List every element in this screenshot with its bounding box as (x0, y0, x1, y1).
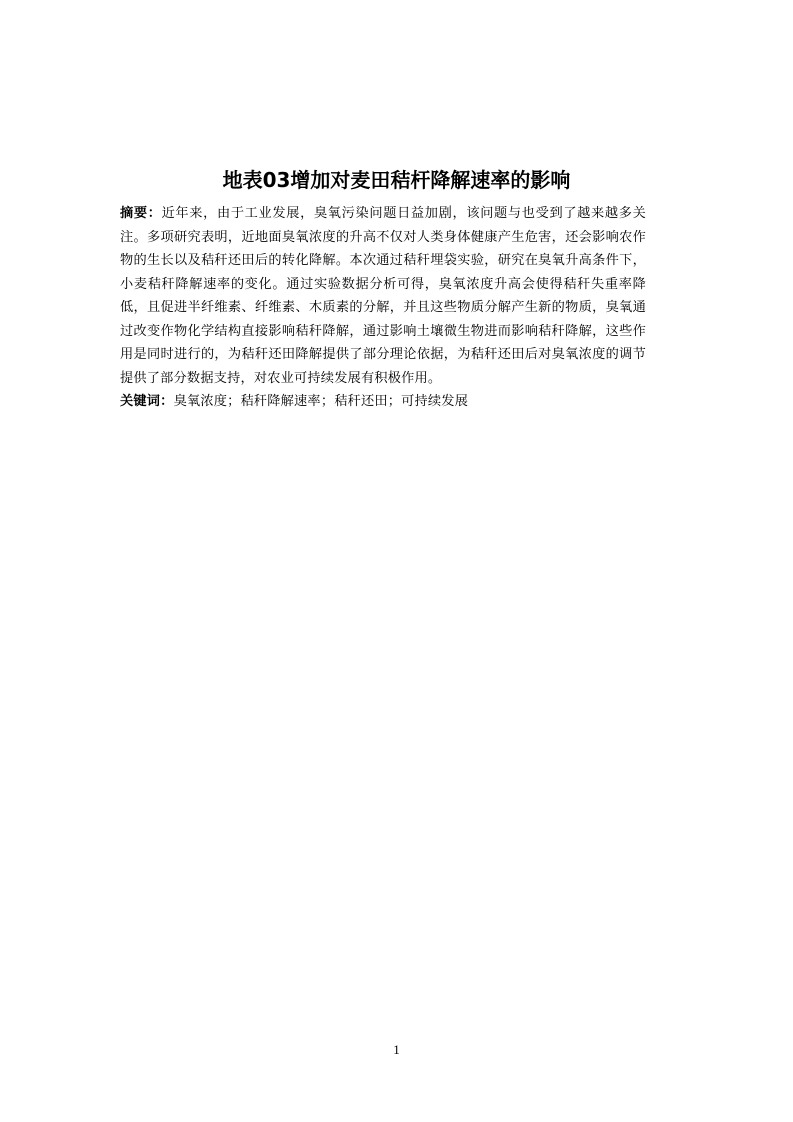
keywords-paragraph (120, 390, 646, 414)
abstract-paragraph (120, 202, 646, 390)
abstract-section (120, 202, 646, 414)
abstract-label: 摘要： (120, 206, 162, 221)
keywords-label: 关键词： (120, 394, 174, 409)
page-number: 1 (393, 1042, 400, 1057)
keywords-text: 臭氧浓度；秸秆降解速率；秸秆还田；可持续发展 (173, 394, 469, 409)
document-title: 地表03增加对麦田秸杆降解速率的影响 (222, 168, 571, 192)
abstract-text: 近年来，由于工业发展，臭氧污染问题日益加剧，该问题与也受到了越来越多关注。多项研究表明，近地面臭氧浓度的升高不仅对人类身体健康产生危害，还会影响农作物的生长以及秸秆还田后的转化降解。本次通过秸秆埋袋实验，研究在臭氧升高条件下，小麦秸秆降解速率的变化。通过实验数据分析可得，臭氧浓度升高会使得秸秆失重率降低，且促进半纤维素、纤维素、木质素的分解，并且这些物质分解产生新的物质，臭氧通过改变作物化学结构直接影响秸秆降解，通过影响土壤微生物进而影响秸秆降解，这些作用是同时进行的，为秸秆还田降解提供了部分理论依据，为秸秆还田后对臭氧浓度的调节提供了部分数据支持，对农业可持续发展有积极作用。 (120, 206, 646, 386)
